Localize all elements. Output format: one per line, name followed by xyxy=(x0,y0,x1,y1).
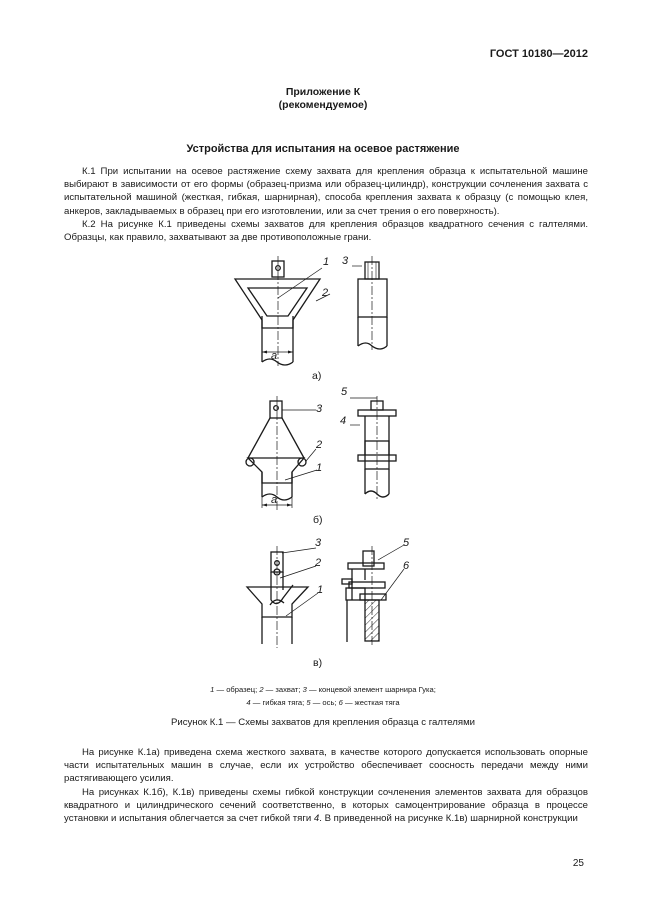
grip-b-front xyxy=(246,396,317,512)
page-number: 25 xyxy=(572,858,584,869)
document-code: ГОСТ 10180—2012 xyxy=(489,48,588,60)
subfigure-label-b: б) xyxy=(313,514,323,526)
callout-1-v: 1 xyxy=(317,584,324,596)
callout-3-a: 3 xyxy=(342,255,349,267)
grip-a-side xyxy=(352,256,387,350)
figure-legend-line-2: 4 — гибкая тяга; 5 — ось; 6 — жесткая тяга xyxy=(246,698,400,707)
section-title: Устройства для испытания на осевое растяжение xyxy=(186,143,460,155)
paragraph-rigid-grip: На рисунке К.1а) приведена схема жесткого захвата, в качестве которого допускается использовать опорные части испытательных машин в случае, если их устройство обеспечивает соосность передачи между ними растягивающего усилия. xyxy=(64,747,588,785)
callout-5-v: 5 xyxy=(403,537,410,549)
callout-3-b: 3 xyxy=(316,403,323,415)
figure-caption: Рисунок К.1 — Схемы захватов для крепления образца с галтелями xyxy=(170,717,476,728)
callout-2-b: 2 xyxy=(316,439,323,451)
annex-kind: (рекомендуемое) xyxy=(278,99,368,111)
figure-legend-line-1: 1 — образец; 2 — захват; 3 — концевой элемент шарнира Гука; xyxy=(210,685,436,694)
callout-2-a: 2 xyxy=(322,287,329,299)
callout-5-b: 5 xyxy=(341,386,348,398)
callout-1-b: 1 xyxy=(316,462,323,474)
grip-b-side xyxy=(350,396,396,500)
paragraph-k2: К.2 На рисунке К.1 приведены схемы захватов для крепления образцов квадратного сечения с галтелями. Образцы, как правило, захватывают за две противоположные грани. xyxy=(64,218,588,244)
callout-1-a: 1 xyxy=(323,256,330,268)
callout-3-v: 3 xyxy=(315,537,322,549)
grip-a-front xyxy=(235,256,330,366)
closing-paragraphs xyxy=(64,746,588,825)
callout-2-v: 2 xyxy=(315,557,322,569)
callout-4-b: 4 xyxy=(340,415,347,427)
dimension-b-label: a xyxy=(271,494,278,506)
grip-v-side xyxy=(342,545,404,646)
dimension-a-label: a xyxy=(271,350,278,362)
callout-6-v: 6 xyxy=(403,560,410,572)
grip-v-front xyxy=(247,546,318,648)
paragraph-k1: К.1 При испытании на осевое растяжение схему захвата для крепления образца к испытательной машине выбирают в зависимости от его формы (образец-призма или образец-цилиндр), конструкции сочленения захвата с испытательной машиной (жесткая, гибкая, шарнирная), способа крепления захвата к образцу (с помощью клея, анкеров, закладываемых в образец при его изготовлении, или за счет трения о его поверхность). xyxy=(64,166,588,217)
annex-title: Приложение К xyxy=(285,86,361,98)
subfigure-label-v: в) xyxy=(313,657,323,669)
paragraph-flexible-grip: На рисунках К.1б), К.1в) приведены схемы гибкой конструкции сочленения элементов захвата для образцов квадратного и цилиндрического сечений соответственно, в которых самоцентрирование образца в процессе установки и испытания облегчается за счет гибкой тяги 4. В приведенной на рисунке К.1в) шарнирной конструкции xyxy=(64,786,588,825)
subfigure-label-a: а) xyxy=(312,370,322,382)
